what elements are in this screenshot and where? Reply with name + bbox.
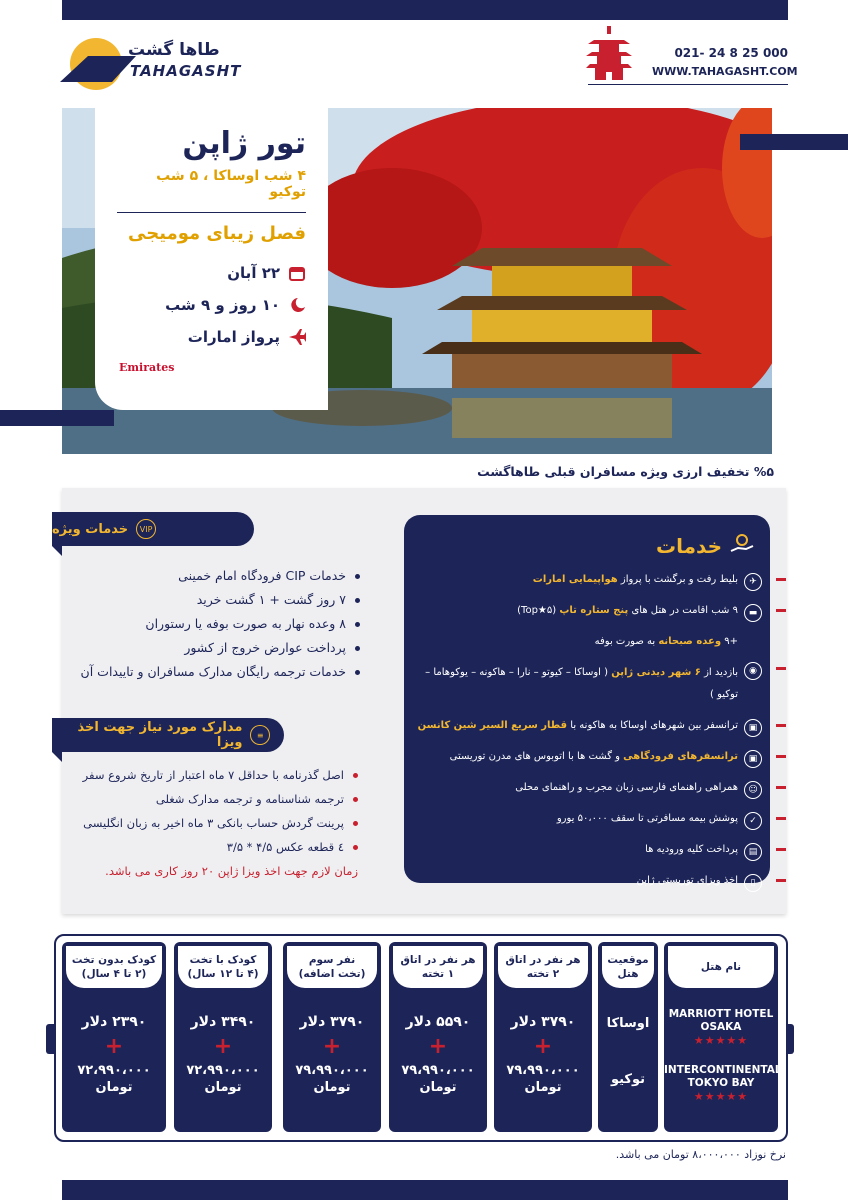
flight-airline: پرواز امارات	[187, 328, 280, 346]
tour-date: ۲۲ آبان	[227, 264, 280, 282]
list-item: ٤ قطعه عکس ۴/۵ * ۳/۵	[58, 840, 358, 854]
passport-icon: ▯	[744, 874, 762, 892]
decor-stripe-right	[740, 134, 848, 150]
service-item: ▯ اخذ ویزای توریستی ژاپن	[412, 874, 762, 892]
pill-tail	[52, 752, 62, 762]
phone-number[interactable]: 021- 24 8 25 000	[674, 46, 788, 60]
list-item: اصل گذرنامه با حداقل ۷ ماه اعتبار از تاریخ شروع سفر	[58, 768, 358, 782]
train-icon: ▣	[744, 719, 762, 737]
list-item: خدمات CIP فرودگاه امام خمینی	[60, 568, 360, 584]
services-box	[404, 515, 770, 888]
service-item: ▣ ترانسفر بین شهرهای اوساکا به هاکونه با قطار سریع السیر شین کانسن	[412, 719, 762, 737]
brand-name-en: TAHAGASHT	[130, 62, 242, 80]
visa-docs-title: مدارک مورد نیاز جهت اخذ ویزا	[77, 720, 243, 750]
flight-row	[117, 328, 306, 346]
pill-tail	[52, 546, 62, 556]
price-irr: ۷۹،۹۹۰،۰۰۰ تومان	[506, 1063, 580, 1095]
plus-sign: +	[104, 1034, 124, 1059]
decor-stripe-left	[0, 410, 114, 426]
services-list	[412, 573, 762, 905]
price-usd: ۵۵۹۰ دلار	[405, 1014, 471, 1030]
service-item: ☺ همراهی راهنمای فارسی زبان مجرب و راهنمای محلی	[412, 781, 762, 799]
guide-icon: ☺	[744, 781, 762, 799]
tour-subtitle: ۴ شب اوساکا ، ۵ شب توکیو	[156, 168, 306, 200]
hotel-2-name: INTERCONTINENTAL TOKYO BAY	[664, 1064, 782, 1089]
price-irr: ۷۲،۹۹۰،۰۰۰ تومان	[186, 1063, 260, 1095]
visa-processing-note: زمان لازم جهت اخذ ویزا ژاپن ۲۰ روز کاری می باشد.	[105, 864, 358, 878]
top-bar	[62, 0, 788, 20]
hand-service-icon	[730, 533, 754, 559]
price-irr: ۷۲،۹۹۰،۰۰۰ تومان	[77, 1063, 151, 1095]
column-header: هر نفر در اتاق ۲ تخته	[498, 946, 588, 988]
brand-name-fa: طاها گشت	[128, 40, 220, 60]
infant-price-note: نرخ نوزاد ۸،۰۰۰،۰۰۰ تومان می باشد.	[615, 1148, 786, 1161]
column-header: کودک بدون تخت (۲ تا ۴ سال)	[66, 946, 162, 988]
hotel-1-location: اوساکا	[606, 1016, 650, 1031]
price-column-single	[389, 942, 487, 1132]
bottom-bar	[62, 1180, 788, 1200]
list-item: پرداخت عوارض خروج از کشور	[60, 640, 360, 656]
tour-info-card	[95, 108, 328, 410]
emirates-logo: Emirates	[119, 361, 175, 374]
price-column-child-bed	[174, 942, 272, 1132]
price-column-child-no-bed	[62, 942, 166, 1132]
camera-icon: ◉	[744, 662, 762, 680]
plane-icon	[288, 328, 306, 346]
location-column	[598, 942, 658, 1132]
document-icon: ≡	[250, 725, 270, 745]
column-header: نفر سوم (تخت اضافه)	[287, 946, 377, 988]
price-irr: ۷۹،۹۹۰،۰۰۰ تومان	[295, 1063, 369, 1095]
price-usd: ۲۳۹۰ دلار	[81, 1014, 147, 1030]
duration-row	[117, 296, 306, 314]
season-label: فصل زیبای مومیجی	[128, 223, 306, 244]
column-header: هر نفر در اتاق ۱ تخته	[393, 946, 483, 988]
service-item: ▤ پرداخت کلیه ورودیه ها	[412, 843, 762, 861]
hotel-2-stars: ★★★★★	[693, 1090, 749, 1103]
plus-sign: +	[322, 1034, 342, 1059]
hotel-1-name: MARRIOTT HOTEL OSAKA	[668, 1008, 774, 1033]
visa-docs-header	[52, 718, 284, 752]
service-item: +۹ وعده صبحانه به صورت بوفه	[594, 636, 738, 647]
service-item: ✓ پوشش بیمه مسافرتی تا سقف ۵۰،۰۰۰ یورو	[412, 812, 762, 830]
list-item: ۸ وعده نهار به صورت بوفه یا رستوران	[60, 616, 360, 632]
bed-icon: ▬	[744, 604, 762, 622]
special-services-title: خدمات ویژه	[52, 521, 129, 537]
price-column-double	[494, 942, 592, 1132]
discount-note: %۵ تخفیف ارزی ویژه مسافران قبلی طاهاگشت	[477, 464, 774, 479]
card-divider	[117, 212, 306, 213]
plane-icon: ✈	[744, 573, 762, 591]
list-item: ۷ روز گشت + ۱ گشت خرید	[60, 592, 360, 608]
ticket-icon: ▤	[744, 843, 762, 861]
service-item: ◉ بازدید از ۶ شهر دیدنی ژاپن ( اوساکا – کیوتو – نارا – هاکونه – یوکوهاما – توکیو )	[412, 662, 762, 706]
price-usd: ۳۷۹۰ دلار	[510, 1014, 576, 1030]
list-item: خدمات ترجمه رایگان مدارک مسافران و تاییدات آن	[60, 664, 360, 680]
vip-icon: VIP	[136, 519, 156, 539]
table-tab-right	[786, 1024, 794, 1054]
plus-sign: +	[213, 1034, 233, 1059]
special-services-header	[52, 512, 254, 546]
service-item: ▬ ۹ شب اقامت در هتل های پنج ستاره تاپ (Top★۵)	[412, 604, 762, 622]
services-header	[656, 533, 754, 559]
column-header: کودک با تخت (۴ تا ۱۲ سال)	[178, 946, 268, 988]
service-item: ▣ ترانسفرهای فرودگاهی و گشت ها با اتوبوس های مدرن توریستی	[412, 750, 762, 768]
tour-title: تور ژاپن	[182, 126, 306, 161]
website-link[interactable]: WWW.TAHAGASHT.COM	[652, 65, 798, 78]
table-tab-left	[46, 1024, 54, 1054]
visa-docs-list	[58, 768, 358, 888]
price-usd: ۳۴۹۰ دلار	[190, 1014, 256, 1030]
header-divider	[588, 84, 788, 85]
shield-icon: ✓	[744, 812, 762, 830]
services-title: خدمات	[656, 534, 722, 558]
date-row	[117, 264, 306, 282]
price-irr: ۷۹،۹۹۰،۰۰۰ تومان	[401, 1063, 475, 1095]
hotel-1-stars: ★★★★★	[693, 1034, 749, 1047]
tour-duration: ۱۰ روز و ۹ شب	[165, 296, 280, 314]
price-column-third-person	[283, 942, 381, 1132]
column-header: نام هتل	[668, 946, 774, 988]
list-item: پرینت گردش حساب بانکی ۳ ماه اخیر به زبان انگلیسی	[58, 816, 358, 830]
hotel-name-column	[664, 942, 782, 1132]
column-header: موقعیت هتل	[602, 946, 654, 988]
night-icon	[288, 296, 306, 314]
plus-sign: +	[428, 1034, 448, 1059]
service-item: ✈ بلیط رفت و برگشت با پرواز هواپیمایی امارات	[412, 573, 762, 591]
hotel-2-location: توکیو	[610, 1072, 646, 1087]
bus-icon: ▣	[744, 750, 762, 768]
plus-sign: +	[533, 1034, 553, 1059]
calendar-icon	[288, 264, 306, 282]
price-usd: ۳۷۹۰ دلار	[299, 1014, 365, 1030]
list-item: ترجمه شناسنامه و ترجمه مدارک شغلی	[58, 792, 358, 806]
pagoda-icon	[586, 26, 632, 84]
special-services-list	[60, 568, 360, 688]
